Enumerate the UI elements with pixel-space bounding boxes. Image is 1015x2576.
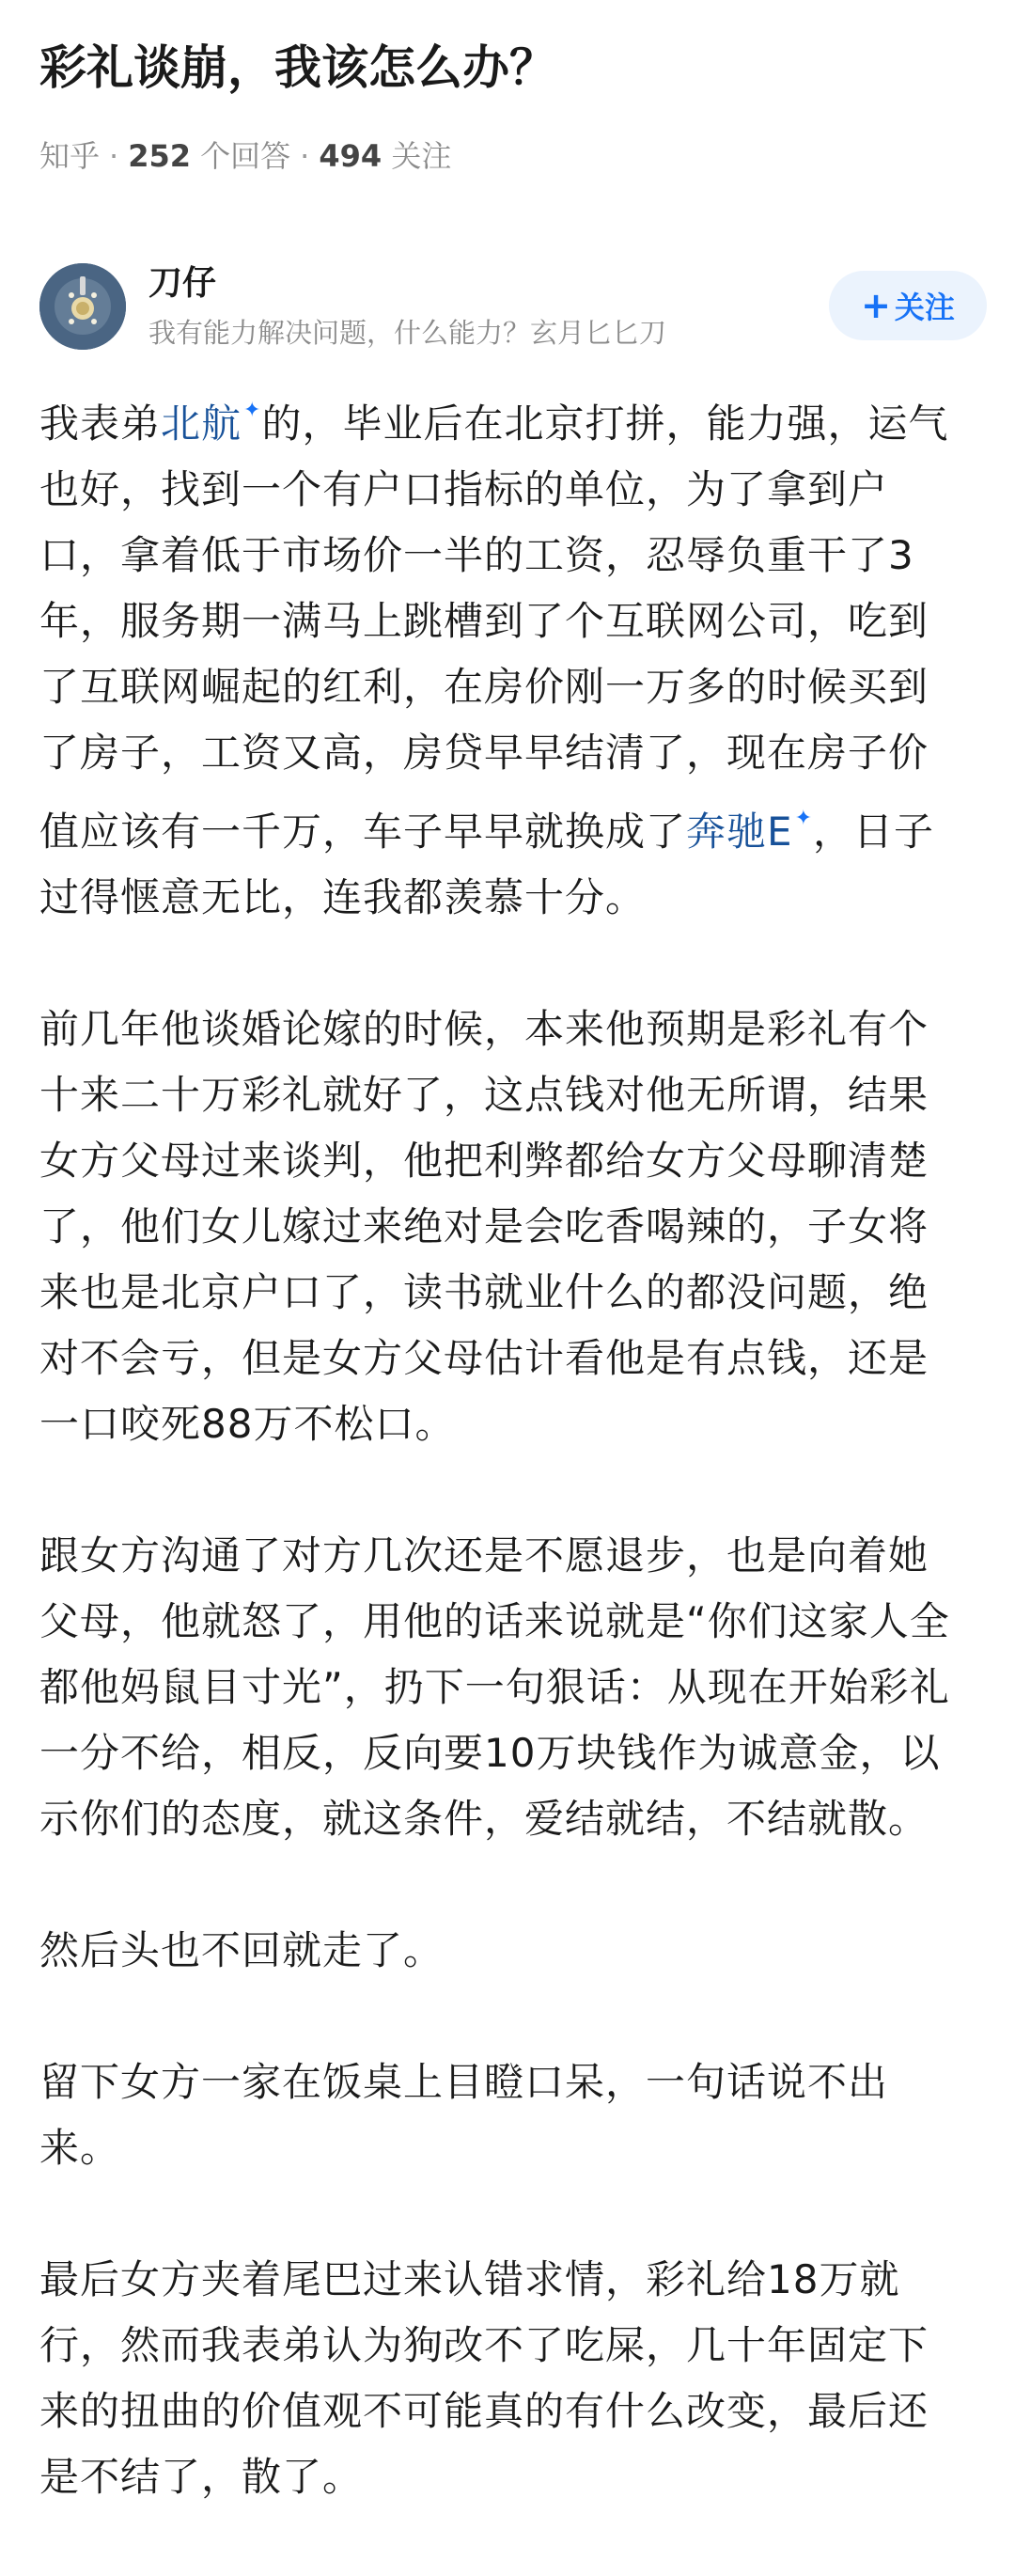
text-line: 了互联网崛起的红利，在房价刚一万多的时候买到 (39, 664, 929, 710)
answer-content (39, 378, 989, 2576)
text-line (39, 786, 989, 865)
paragraph-2 (39, 997, 989, 1457)
text-line: 年，服务期一满马上跳槽到了个互联网公司，吃到 (39, 598, 929, 644)
text-line: 最后女方夹着尾巴过来认错求情，彩礼给18万就 (39, 2256, 900, 2302)
text-line: 对不会亏，但是女方父母估计看他是有点钱，还是 (39, 1335, 929, 1381)
keyword-text: 北航 (161, 401, 242, 447)
text-line: 行，然而我表弟认为狗改不了吃屎，几十年固定下 (39, 2322, 929, 2368)
text-line: 跟女方沟通了对方几次还是不愿退步，也是向着她 (39, 1532, 929, 1579)
text-line: 一分不给，相反，反向要10万块钱作为诚意金，以 (39, 1730, 941, 1776)
text-line: 一口咬死88万不松口。 (39, 1401, 456, 1447)
sparkle-icon: ✦ (243, 399, 262, 422)
sparkle-icon: ✦ (794, 807, 813, 830)
keyword-link[interactable] (686, 809, 813, 855)
text-line: 来。 (39, 2125, 121, 2171)
follow-button[interactable] (829, 271, 987, 340)
text-line: 留下女方一家在饭桌上目瞪口呆，一句话说不出 (39, 2059, 889, 2105)
author-name[interactable]: 刀仔 (148, 264, 217, 303)
follow-label: 关注 (894, 290, 955, 325)
author-row (39, 263, 979, 353)
text-segment: 我表弟 (39, 401, 162, 447)
avatar-image (39, 263, 126, 350)
paragraph-5 (39, 2050, 989, 2181)
question-title[interactable]: 彩礼谈崩，我该怎么办？ (39, 40, 556, 95)
paragraph-6 (39, 2247, 989, 2510)
source-label[interactable]: 知乎 (39, 138, 101, 174)
plus-icon: + (861, 285, 891, 326)
text-line: 前几年他谈婚论嫁的时候，本来他预期是彩礼有个 (39, 1006, 929, 1052)
text-segment: 值应该有一千万，车子早早就换成了 (39, 809, 687, 855)
text-line: 过得惬意无比，连我都羡慕十分。 (39, 874, 647, 920)
paragraph-1 (39, 378, 989, 931)
answers-count: 252 (128, 138, 191, 174)
text-line: 了，他们女儿嫁过来绝对是会吃香喝辣的，子女将 (39, 1203, 929, 1249)
text-line: 都他妈鼠目寸光”，扔下一句狠话：从现在开始彩礼 (39, 1664, 950, 1710)
followers-count: 494 (319, 138, 383, 174)
text-line: 是不结了，散了。 (39, 2454, 364, 2500)
text-segment: ，日子 (813, 809, 935, 855)
followers-label[interactable]: 关注 (391, 138, 452, 174)
question-meta (39, 137, 451, 175)
meta-separator: · (300, 138, 310, 174)
paragraph-4 (39, 1918, 989, 1984)
meta-separator: · (109, 138, 119, 174)
text-line (39, 378, 989, 457)
text-line: 父母，他就怒了，用他的话来说就是“你们这家人全 (39, 1598, 950, 1644)
author-bio: 我有能力解决问题，什么能力？玄月匕匕刀 (148, 317, 667, 349)
avatar[interactable] (39, 263, 126, 350)
keyword-text: 奔驰E (686, 809, 793, 855)
paragraph-3 (39, 1523, 989, 1852)
answers-label[interactable]: 个回答 (200, 138, 291, 174)
text-line: 来的扭曲的价值观不可能真的有什么改变，最后还 (39, 2388, 929, 2434)
text-line: 十来二十万彩礼就好了，这点钱对他无所谓，结果 (39, 1072, 929, 1118)
text-line: 来也是北京户口了，读书就业什么的都没问题，绝 (39, 1269, 929, 1315)
text-line: 示你们的态度，就这条件，爱结就结，不结就散。 (39, 1796, 929, 1842)
text-line: 然后头也不回就走了。 (39, 1927, 445, 1973)
text-segment: 的，毕业后在北京打拼，能力强，运气 (261, 401, 949, 447)
text-line: 女方父母过来谈判，他把利弊都给女方父母聊清楚 (39, 1138, 929, 1184)
text-line: 也好，找到一个有户口指标的单位，为了拿到户 (39, 466, 889, 512)
text-line: 口，拿着低于市场价一半的工资，忍辱负重干了3 (39, 532, 914, 578)
text-line: 了房子，工资又高，房贷早早结清了，现在房子价 (39, 730, 929, 776)
keyword-link[interactable] (161, 401, 261, 447)
